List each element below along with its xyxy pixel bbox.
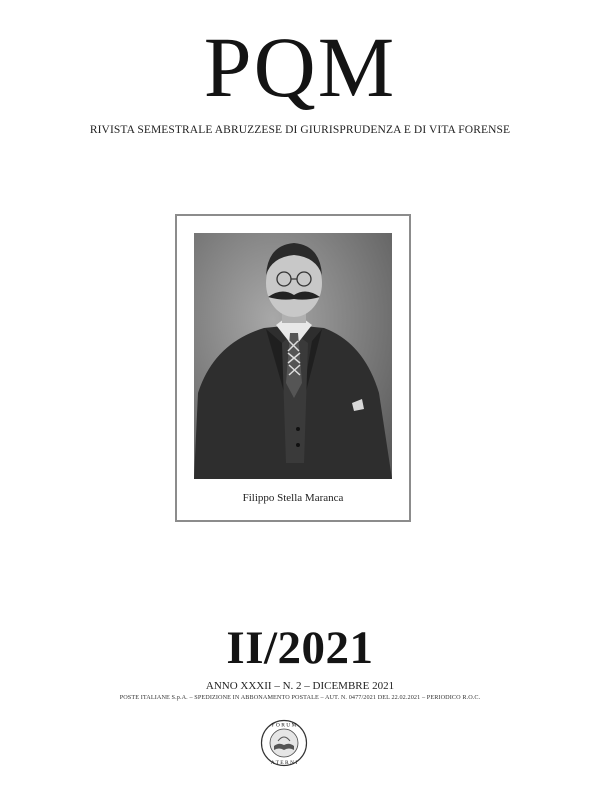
masthead: PQM <box>203 19 397 115</box>
portrait-photo <box>194 233 392 479</box>
publisher-logo <box>260 719 308 767</box>
portrait-illustration <box>194 233 392 479</box>
portrait-frame <box>175 214 411 522</box>
issue-number: II/2021 <box>226 622 374 674</box>
svg-text:A T E R N I: A T E R N I <box>270 760 298 766</box>
journal-subtitle: RIVISTA SEMESTRALE ABRUZZESE DI GIURISPRUDENZA E DI VITA FORENSE <box>89 124 511 136</box>
svg-text:F O R U M: F O R U M <box>271 722 297 729</box>
open-book-seal-icon <box>260 719 308 767</box>
postal-notice: POSTE ITALIANE S.p.A. – SPEDIZIONE IN ABBONAMENTO POSTALE – AUT. N. 0477/2021 DEL 22.02.2021 – PERIODICO R.O.C. <box>119 694 481 701</box>
issue-details: ANNO XXXII – N. 2 – DICEMBRE 2021 <box>205 680 395 692</box>
portrait-caption: Filippo Stella Maranca <box>242 492 344 504</box>
